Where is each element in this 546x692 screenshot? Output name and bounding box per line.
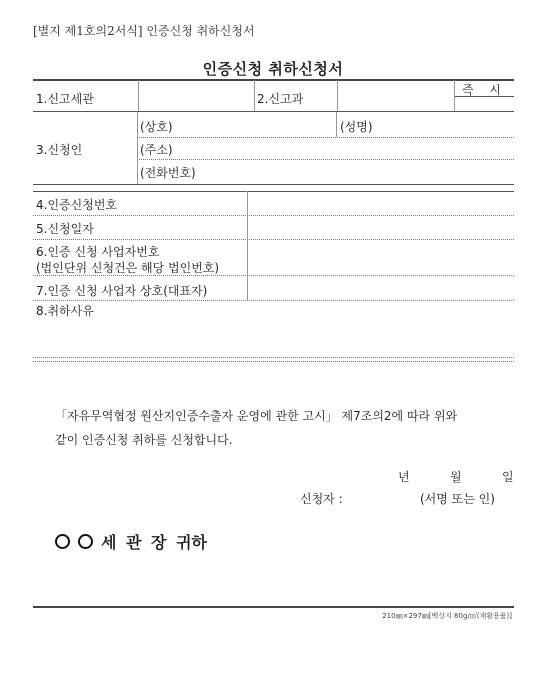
column-divider (138, 80, 139, 111)
row-divider (33, 239, 514, 240)
addressee (55, 530, 207, 553)
declaration-section-label: 2.신고과 (257, 92, 304, 106)
phone-label: (전화번호) (140, 166, 196, 180)
row-divider (33, 215, 514, 216)
withdrawal-reason-label: 8.취하사유 (36, 304, 94, 318)
applicant-label: 3.신청인 (36, 143, 83, 157)
column-divider (337, 80, 338, 111)
column-divider (254, 80, 255, 111)
address-label: (주소) (140, 143, 173, 157)
row-divider (137, 159, 514, 160)
row-divider (33, 184, 514, 185)
row-divider (33, 111, 514, 112)
table-top-border (33, 79, 514, 81)
form-number: [별지 제1호의2서식] 인증신청 취하신청서 (33, 24, 255, 38)
business-number-label: 6.인증 신청 사업자번호 (36, 245, 160, 259)
business-number-note: (법인단위 신청건은 해당 법인번호) (36, 261, 220, 275)
row-divider (137, 137, 514, 138)
statement-line-2: 같이 인증신청 취하를 신청합니다. (55, 433, 233, 447)
column-divider (336, 112, 337, 137)
row-divider (33, 300, 514, 301)
application-number-label: 4.인증신청번호 (36, 198, 118, 212)
page-bottom-rule (33, 606, 514, 608)
applicant-signature-label: 신청자 : (300, 492, 343, 506)
application-date-label: 5.신청일자 (36, 222, 94, 236)
signature-placeholder: (서명 또는 인) (420, 492, 495, 506)
column-divider (454, 80, 455, 111)
addressee-text: 세 관 장 귀하 (101, 533, 207, 552)
business-name-label: 7.인증 신청 사업자 상호(대표자) (36, 284, 208, 298)
page-title: 인증신청 취하신청서 (202, 60, 344, 78)
date-year: 년 (398, 470, 410, 484)
blank-circle-icon (55, 534, 70, 549)
date-month: 월 (450, 470, 462, 484)
row-divider (33, 357, 514, 358)
customs-office-label: 1.신고세관 (36, 92, 94, 106)
row-divider (33, 361, 514, 362)
statement-line-1: 「자유무역협정 원산지인증수출자 운영에 관한 고시」 제7조의2에 따라 위와 (55, 409, 458, 423)
company-name-label: (상호) (140, 120, 173, 134)
column-divider (137, 112, 138, 184)
processing-period: 즉 시 (462, 83, 507, 97)
date-day: 일 (502, 470, 514, 484)
paper-spec: 210㎜×297㎜[백상지 80g/㎡(재활용품)] (382, 612, 512, 620)
column-divider (247, 191, 248, 300)
row-divider (33, 191, 514, 192)
representative-name-label: (성명) (340, 120, 373, 134)
blank-circle-icon (78, 534, 93, 549)
